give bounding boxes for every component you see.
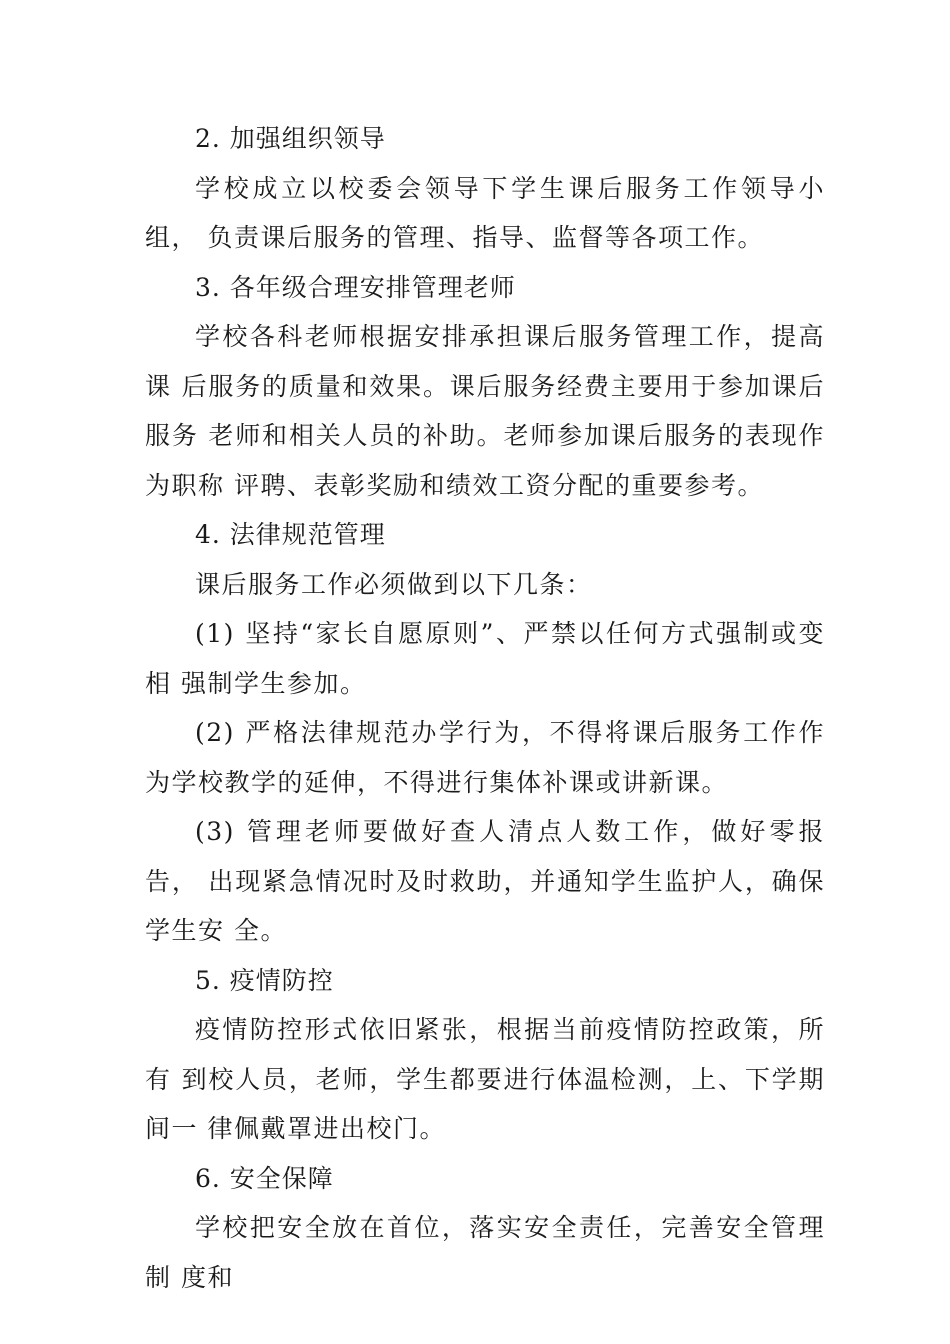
- paragraph-teacher-duties: 学校各科老师根据安排承担课后服务管理工作，提高课 后服务的质量和效果。课后服务经费主要用于参加课后服务 老师和相关人员的补助。老师参加课后服务的表现作为职称 评聘、表彰奖励和绩效工资分配的重要参考。: [145, 322, 825, 500]
- section-heading-safety: 6. 安全保障: [195, 1163, 334, 1193]
- section-heading-epidemic-control: 5. 疫情防控: [195, 965, 334, 995]
- section-heading-legal-management: 4. 法律规范管理: [195, 520, 386, 549]
- list-item-regulated-teaching: (2) 严格法律规范办学行为，不得将课后服务工作作为学校教学的延伸，不得进行集体补课或讲新课。: [145, 718, 825, 797]
- list-item-voluntary-principle: (1) 坚持“家长自愿原则”、严禁以任何方式强制或变相 强制学生参加。: [145, 619, 825, 698]
- list-item-attendance-check: (3) 管理老师要做好查人清点人数工作，做好零报告， 出现紧急情况时及时救助，并通知学生监护人，确保学生安 全。: [145, 817, 825, 945]
- paragraph-leadership-group: 学校成立以校委会领导下学生课后服务工作领导小组， 负责课后服务的管理、指导、监督等各项工作。: [145, 173, 825, 252]
- paragraph-epidemic-measures: 疫情防控形式依旧紧张，根据当前疫情防控政策，所有 到校人员，老师，学生都要进行体温检测，上、下学期间一 律佩戴罩进出校门。: [145, 1015, 825, 1143]
- paragraph-safety-first: 学校把安全放在首位，落实安全责任，完善安全管理制 度和: [145, 1213, 825, 1292]
- document-body: [145, 114, 825, 1302]
- section-heading-organization: 2. 加强组织领导: [195, 124, 386, 153]
- section-heading-teacher-arrangement: 3. 各年级合理安排管理老师: [195, 272, 516, 302]
- paragraph-requirements-intro: 课后服务工作必须做到以下几条：: [195, 569, 593, 599]
